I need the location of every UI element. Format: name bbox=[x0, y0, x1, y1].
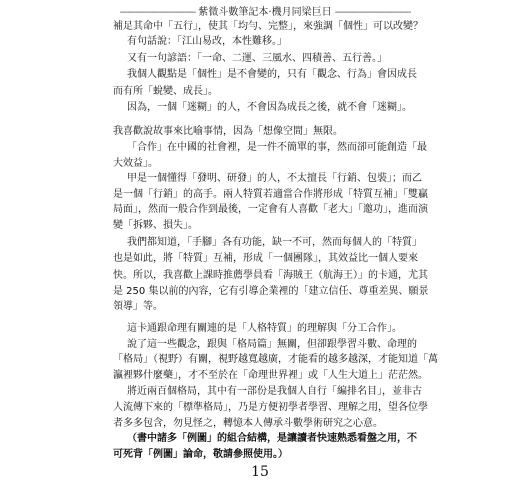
reader-note-line2: 可死背「例圖」論命，敬請參照使用。） bbox=[113, 449, 288, 460]
body-line: 將近兩百個格局，其中有一部份是我個人自行「編排名目」，並非古 bbox=[127, 386, 422, 397]
body-line: 因為，一個「迷糊」的人，不會因為成長之後，就不會「迷糊」。 bbox=[127, 102, 412, 114]
body-line: 我們都知道，「手腳」各有功能，缺一不可，然而每個人的「特質」 bbox=[127, 236, 422, 248]
body-line: 說了這一些觀念，跟與「格局篇」無關，但卻跟學習斗數、命理的 bbox=[127, 338, 417, 350]
body-line: 「合作」在中國的社會裡，是一件不簡單的事，然而卻可能創造「最 bbox=[127, 142, 427, 154]
header-left-rule: ----------------------------- bbox=[119, 7, 196, 18]
body-line: 快。所以，我喜歡上課時推薦學員看「海賊王（航海王）」的卡通，尤其 bbox=[113, 269, 428, 281]
page-number: 15 bbox=[251, 464, 269, 480]
body-line: 者多多包含，勿見怪之，轉憶本人傳承斗數學術研究之心意。 bbox=[113, 417, 383, 429]
body-line: 局面」，然而一般合作到最後，一定會有人喜歡「老大」「邀功」，進而演 bbox=[113, 204, 428, 216]
body-line: 變「拆夥、損失」。 bbox=[113, 220, 198, 232]
body-line: 「格局」（視野）有關，視野越寬越廣，才能看的越多越深，才能知道「萬 bbox=[113, 354, 438, 366]
body-line: 領導」等。 bbox=[113, 300, 163, 312]
body-line: 是一個「行銷」的高手。兩人特質若適當合作將形成「特質互補」「雙贏 bbox=[113, 188, 428, 200]
body-line: 補足其命中「五行」，使其「均勻、完整」，來強調「個性」可以改變？ bbox=[113, 21, 423, 32]
body-line: 而有所「蛻變、成長」。 bbox=[113, 85, 218, 97]
header-right-rule: ----------------------------- bbox=[334, 7, 411, 18]
body-line: 是 250 集以前的內容，它有引導企業裡的「建立信任、尊重差異、願景 bbox=[113, 285, 429, 297]
body-line: 又有一句諺語：「一命、二運、三風水、四積善、五行善。」 bbox=[127, 52, 387, 64]
header-title: 紫微斗數筆記本‧機月同梁巨日 bbox=[198, 7, 332, 18]
body-line: 瀛裡夥什麼藥」，才不至於在「命理世界裡」或「人生大道上」茫茫然。 bbox=[113, 370, 428, 382]
body-line: 甲是一個懂得「發明、研發」的人，不太擅長「行銷、包裝」；而乙 bbox=[127, 172, 422, 184]
body-line: 也是如此，將「特質」互補，形成「一個團隊」，其效益比一個人要來 bbox=[113, 253, 418, 265]
running-header bbox=[100, 6, 430, 20]
body-line: 我個人觀點是「個性」是不會變的，只有「觀念、行為」會因成長 bbox=[127, 69, 417, 81]
body-line: 人流傳下來的「標準格局」，乃是方便初學者學習、理解之用，望各位學 bbox=[113, 401, 428, 413]
reader-note-line1: （書中諸多「例圖」的組合結構，是讓讀者快速熟悉看盤之用，不 bbox=[127, 433, 417, 445]
body-line: 這卡通跟命理有關連的是「人格特質」的理解與「分工合作」。 bbox=[127, 322, 402, 334]
body-line: 大效益」。 bbox=[113, 157, 158, 169]
body-line: 我喜歡說故事來比喻事情，因為「想像空間」無限。 bbox=[113, 125, 343, 137]
body-line: 有句話說：「江山易改，本性難移。」 bbox=[127, 35, 287, 47]
